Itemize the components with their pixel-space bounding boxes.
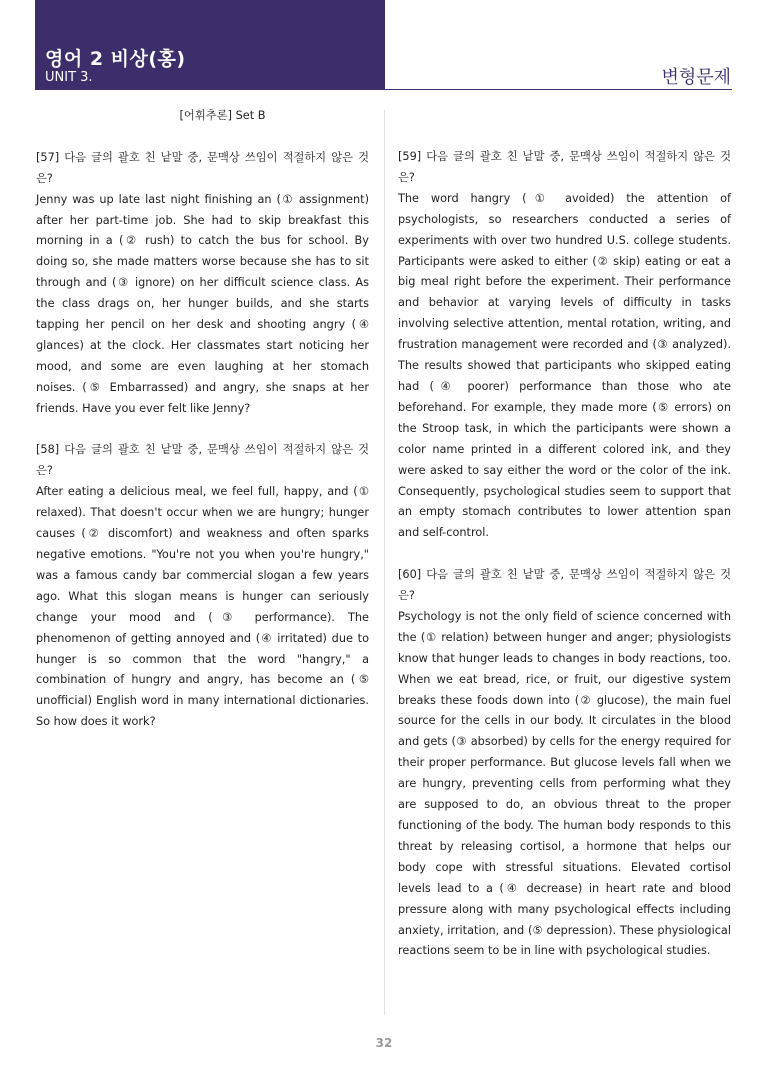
header-banner [35,0,385,90]
right-column [398,147,731,962]
header-unit: UNIT 3. [45,70,93,85]
header-title: 영어 2 비상(홍) [45,48,186,70]
left-column [36,106,369,733]
question-59 [398,147,731,544]
question-passage: Jenny was up late last night finishing an (① assignment) after her part-time job. She had to skip breakfast this morning in a (② rush) to catch the bus for school. By doing so, she made matters worse because she has to sit through and (③ ignore) on her difficult science class. As the class drags on, her hunger builds, and she starts tapping her pencil on her desk and shooting angry (④ glances) at the clock. Her classmates start noticing her mood, and some are even laughing at her stomach noises. (⑤ Embarrassed) and angry, she snaps at her friends. Have you ever felt like Jenny? [36,192,369,415]
question-prompt: [57] 다음 글의 괄호 친 낱말 중, 문맥상 쓰임이 적절하지 않은 것은? [36,150,369,185]
question-passage: The word hangry (① avoided) the attention of psychologists, so researchers conducted a series of experiments with over two hundred U.S. college students. Participants were asked to either (② skip) eating or eat a big meal right before the experiment. Their performance and behavior at varying levels of difficulty in tasks involving selective attention, mental rotation, writing, and frustration management were recorded and (③ analyzed). The results showed that participants who skipped eating had (④ poorer) performance than those who ate beforehand. For example, they made more (⑤ errors) on the Stroop task, in which the participants were shown a color name printed in a different colored ink, and they were asked to say either the word or the color of the ink. Consequently, psychological studies seem to support that an empty stomach contributes to lower attention span and self-control. [398,191,731,540]
question-prompt: [58] 다음 글의 괄호 친 낱말 중, 문맥상 쓰임이 적절하지 않은 것은? [36,443,369,478]
question-60 [398,565,731,962]
question-prompt: [60] 다음 글의 괄호 친 낱말 중, 문맥상 쓰임이 적절하지 않은 것은? [398,568,731,603]
question-passage: After eating a delicious meal, we feel full, happy, and (① relaxed). That doesn't occur when we are hungry; hunger causes (② discomfort) and weakness and often sparks negative emotions. "You're not you when you're hungry," was a famous candy bar commercial slogan a few years ago. What this slogan means is hunger can seriously change your mood and (③ performance). The phenomenon of getting annoyed and (④ irritated) due to hunger is so common that the word "hangry," a combination of hungry and angry, has become an (⑤ unofficial) English word in many international dictionaries. So how does it work? [36,485,369,729]
question-passage: Psychology is not the only field of science concerned with the (① relation) between hunger and anger; physiologists know that hunger leads to changes in body reactions, too. When we eat bread, rice, or fruit, our digestive system breaks these foods down into (② glucose), the main fuel source for the cells in our body. It circulates in the blood and gets (③ absorbed) by cells for the energy required for their proper performance. But glucose levels fall when we are hungry, preventing cells from performing what they are supposed to do, an obvious threat to the proper functioning of the body. The human body responds to this threat by releasing cortisol, a hormone that helps our body cope with stressful situations. Elevated cortisol levels lead to a (④ decrease) in heart rate and blood pressure along with many psychological effects including anxiety, irritation, and (⑤ depression). These physiological reactions seem to be in line with psychological studies. [398,609,731,958]
header-section-label: 변형문제 [661,67,731,88]
page-number: 32 [375,1036,393,1050]
question-prompt: [59] 다음 글의 괄호 친 낱말 중, 문맥상 쓰임이 적절하지 않은 것은? [398,150,731,184]
set-label: [어휘추론] Set B [179,109,266,122]
question-58 [36,440,369,733]
column-divider [384,110,385,1015]
header-rule [385,89,732,90]
question-57 [36,148,369,420]
